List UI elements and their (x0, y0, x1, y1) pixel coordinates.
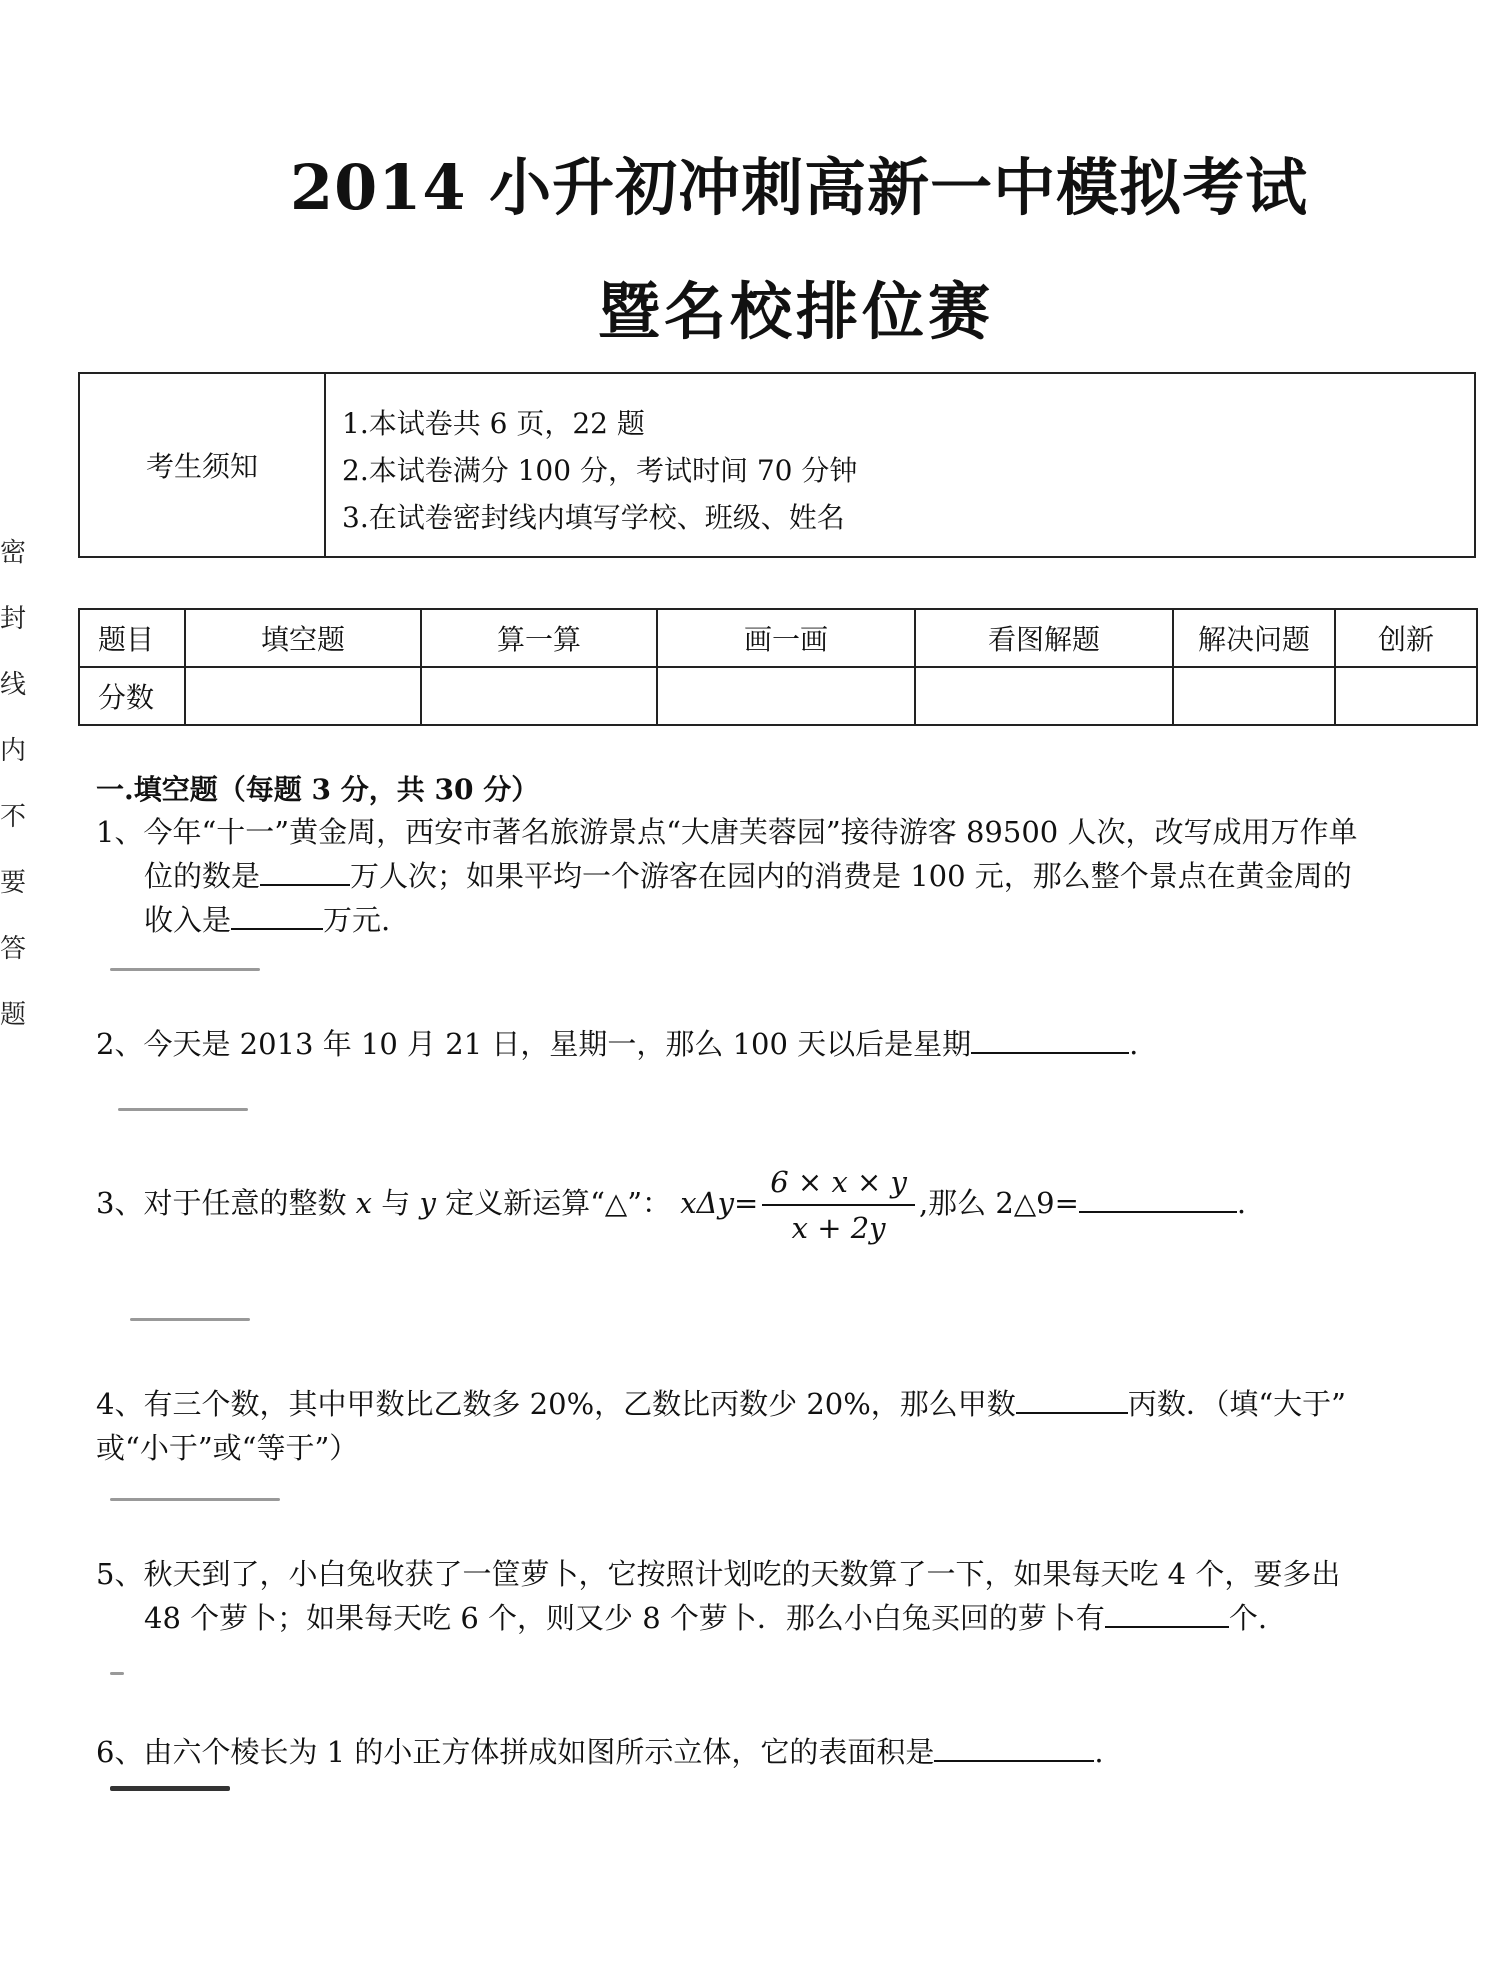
fraction-numerator: 6 × x × y (762, 1160, 915, 1206)
header-cell: 解决问题 (1173, 609, 1335, 667)
answer-blank[interactable] (260, 854, 350, 886)
question-4 (96, 1382, 1346, 1470)
header-cell: 题目 (79, 609, 185, 667)
q1-line2: 位的数是 万人次；如果平均一个游客在园内的消费是 100 元，那么整个景点在黄金周的 (96, 854, 1357, 898)
score-cell[interactable] (1173, 667, 1335, 725)
q1-line1: 1、今年“十一”黄金周，西安市著名旅游景点“大唐芙蓉园”接待游客 89500 人次，改写成用万作单 (96, 815, 1358, 849)
notice-item: 3.在试卷密封线内填写学校、班级、姓名 (342, 501, 845, 534)
exam-notice-box (78, 372, 1476, 558)
margin-char: 封 (0, 604, 27, 634)
header-cell: 创新 (1335, 609, 1477, 667)
question-1 (96, 810, 1357, 942)
fraction-denominator: x + 2y (791, 1211, 886, 1245)
score-table-score-row (79, 667, 1477, 725)
answer-blank[interactable] (1079, 1181, 1237, 1213)
margin-char: 不 (0, 802, 27, 832)
notice-label: 考生须知 (80, 374, 326, 556)
seal-line-margin-text (0, 520, 27, 1048)
margin-char: 线 (0, 670, 27, 700)
answer-blank[interactable] (231, 898, 323, 930)
q4-line1: 4、有三个数，其中甲数比乙数多 20%，乙数比丙数少 20%，那么甲数 丙数．（填“大于” (96, 1382, 1346, 1426)
notice-items (342, 400, 857, 541)
scan-speck (118, 1108, 248, 1111)
scan-speck (110, 1786, 230, 1791)
scan-speck (130, 1318, 250, 1321)
answer-blank[interactable] (934, 1730, 1094, 1762)
question-6: 6、由六个棱长为 1 的小正方体拼成如图所示立体，它的表面积是 . (96, 1730, 1104, 1774)
notice-item: 1.本试卷共 6 页，22 题 (342, 407, 645, 440)
margin-char: 内 (0, 736, 27, 766)
margin-char: 答 (0, 934, 27, 964)
answer-blank[interactable] (1016, 1382, 1128, 1414)
header-cell: 看图解题 (915, 609, 1173, 667)
question-5 (96, 1552, 1340, 1640)
section-heading: 一.填空题（每题 3 分，共 30 分） (96, 773, 540, 806)
q4-line2: 或“小于”或“等于”） (96, 1431, 359, 1465)
scan-speck (110, 1672, 124, 1675)
answer-blank[interactable] (1105, 1596, 1229, 1628)
page-subtitle: 暨名校排位赛 (598, 275, 995, 348)
header-cell: 填空题 (185, 609, 421, 667)
scan-speck (110, 1498, 280, 1501)
notice-item: 2.本试卷满分 100 分，考试时间 70 分钟 (342, 454, 858, 487)
fraction (762, 1160, 915, 1250)
row-label-cell: 分数 (79, 667, 185, 725)
score-cell[interactable] (657, 667, 915, 725)
score-cell[interactable] (185, 667, 421, 725)
margin-char: 要 (0, 868, 27, 898)
score-cell[interactable] (421, 667, 657, 725)
score-table-header-row (79, 609, 1477, 667)
q1-line3: 收入是 万元. (96, 898, 1357, 942)
question-3: 3、对于任意的整数 x 与 y 定义新运算“△”： xΔy= $\frac{6 \times x \times y}{x + 2y}$ ,那么 2△9= . (96, 1160, 1246, 1250)
margin-char: 密 (0, 538, 27, 568)
margin-char: 题 (0, 1000, 27, 1030)
q5-line1: 5、秋天到了，小白兔收获了一筐萝卜，它按照计划吃的天数算了一下，如果每天吃 4 个，要多出 (96, 1557, 1341, 1591)
header-cell: 算一算 (421, 609, 657, 667)
header-cell: 画一画 (657, 609, 915, 667)
score-cell[interactable] (915, 667, 1173, 725)
score-cell[interactable] (1335, 667, 1477, 725)
page-title: 2014 小升初冲刺高新一中模拟考试 (290, 151, 1309, 224)
q5-line2: 48 个萝卜；如果每天吃 6 个，则又少 8 个萝卜．那么小白兔买回的萝卜有 个. (96, 1596, 1340, 1640)
question-2: 2、今天是 2013 年 10 月 21 日，星期一，那么 100 天以后是星期 . (96, 1022, 1138, 1066)
scan-speck (110, 968, 260, 971)
score-table (78, 608, 1478, 726)
answer-blank[interactable] (971, 1022, 1129, 1054)
